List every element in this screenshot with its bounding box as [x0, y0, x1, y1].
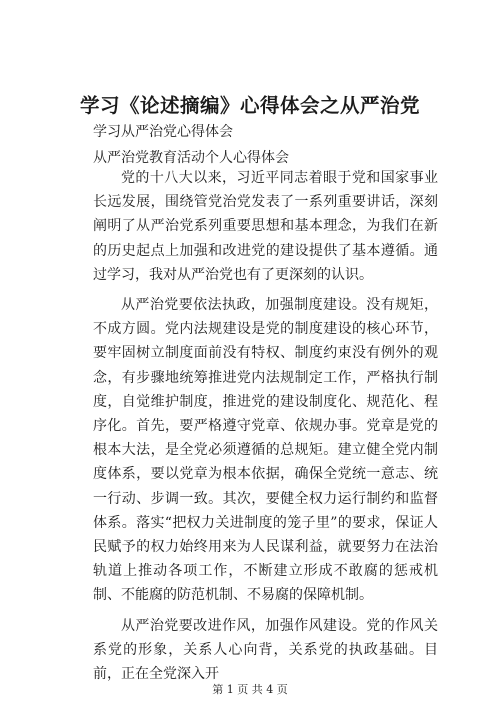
- body-paragraph: 从严治党要依法执政，加强制度建设。没有规矩，不成方圆。党内法规建设是党的制度建设的核心环节，要牢固树立制度面前没有特权、制度约束没有例外的观念，有步骤地统筹推进党内法规制定工作，严格执行制度，自觉维护制度，推进党的建设制度化、规范化、程序化。首先，要严格遵守党章、依规办事。党章是党的根本大法，是全党必须遵循的总规矩。建立健全党内制度体系，要以党章为根本依据，确保全党统一意志、统一行动、步调一致。其次，要健全权力运行制约和监督体系。落实“把权力关进制度的笼子里”的要求，保证人民赋予的权力始终用来为人民谋利益，就要努力在法治轨道上推动各项工作，不断建立形成不敢腐的惩戒机制、不能腐的防范机制、不易腐的保障机制。: [93, 297, 438, 604]
- body-paragraph: 党的十八大以来，习近平同志着眼于党和国家事业长远发展，围绕管党治党发表了一系列重要讲话，深刻阐明了从严治党系列重要思想和基本理念，为我们在新的历史起点上加强和改进党的建设提供了基本遵循。通过学习，我对从严治党也有了更深刻的认识。: [93, 170, 438, 283]
- page-footer: 第 1 页 共 4 页: [212, 683, 288, 696]
- document-subtitle-secondary: 从严治党教育活动个人心得体会: [93, 150, 289, 166]
- document-subtitle: 学习从严治党心得体会: [93, 124, 233, 140]
- document-body: [93, 166, 438, 692]
- body-paragraph: 从严治党要改进作风，加强作风建设。党的作风关系党的形象，关系人心向背，关系党的执政基础。目前，正在全党深入开: [93, 617, 438, 683]
- document-title: 学习《论述摘编》心得体会之从严治党: [79, 94, 420, 117]
